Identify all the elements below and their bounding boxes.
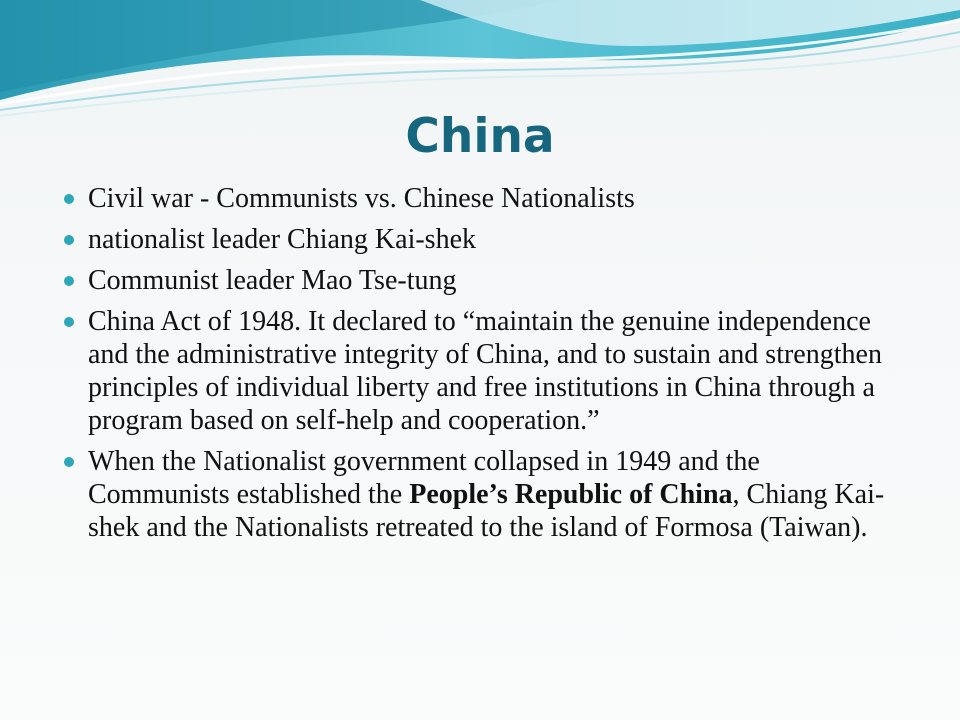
bullet-dot-icon	[64, 276, 74, 286]
bullet-dot-icon	[64, 194, 74, 204]
wave-header-decoration	[0, 0, 960, 120]
bullet-text	[88, 446, 884, 543]
bullet-text: Civil war - Communists vs. Chinese Nationalists	[88, 183, 635, 214]
slide-title: China	[405, 109, 555, 164]
bullet-text: China Act of 1948. It declared to “maintain the genuine independence and the administrative integrity of China, and to sustain and strengthen principles of individual liberty and free institutions in China through a program based on self-help and cooperation.”	[88, 306, 882, 436]
bullet-text-part: , Chiang Kai-shek and the Nationalists retreated to the island of Formosa (Taiwan).	[88, 479, 885, 543]
bullet-dot-icon	[64, 317, 74, 327]
bullet-text: nationalist leader Chiang Kai-shek	[88, 224, 476, 255]
bullet-dot-icon	[64, 457, 74, 467]
bullet-item	[64, 445, 894, 544]
bullet-text: Communist leader Mao Tse-tung	[88, 265, 457, 296]
bold-emphasis: People’s Republic of China	[409, 479, 733, 510]
bullet-item	[64, 305, 894, 437]
bullet-text-part: When the Nationalist government collapsed in 1949 and the Communists established the	[88, 446, 760, 510]
bullet-list	[64, 182, 894, 552]
bullet-item	[64, 264, 894, 297]
bullet-dot-icon	[64, 235, 74, 245]
bullet-item	[64, 223, 894, 256]
bullet-item	[64, 182, 894, 215]
